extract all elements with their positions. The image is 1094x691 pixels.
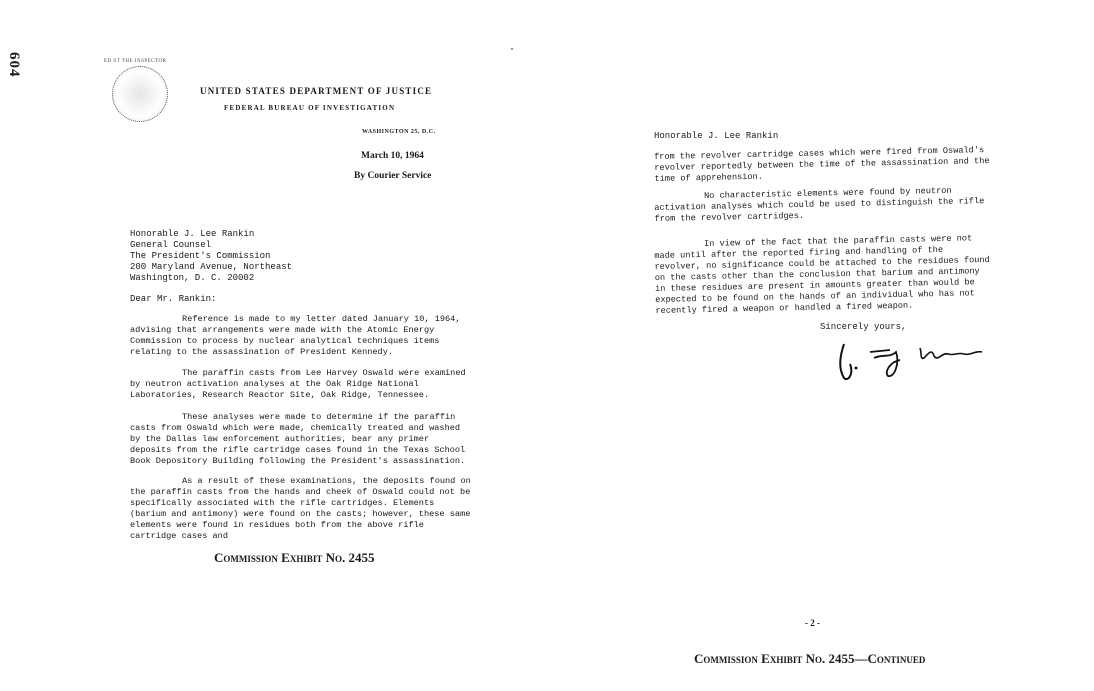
closing: Sincerely yours, xyxy=(820,322,907,332)
recipient-line: Honorable J. Lee Rankin xyxy=(130,229,255,239)
body-paragraph: In view of the fact that the paraffin casts were not made until after the reported firing and handling of the revolver, no significance could be attached to the residues found on the casts other than the conclusion that barium and antimony in these residues are present in amounts greater than would be expected to be found on the hands of an individual who has not recently fired a weapon or handled a fired weapon. xyxy=(654,233,990,316)
recipient-line: Washington, D. C. 20002 xyxy=(130,273,255,283)
recipient-line: General Counsel xyxy=(130,240,212,250)
page2-number: - 2 - xyxy=(805,618,820,628)
seal-caption: ED ST THE INSPECTOR xyxy=(104,59,167,64)
page2-header: Honorable J. Lee Rankin xyxy=(654,131,779,141)
delivery-method: By Courier Service xyxy=(354,171,432,181)
recipient-address xyxy=(130,229,292,284)
scan-speck xyxy=(511,48,513,50)
salutation: Dear Mr. Rankin: xyxy=(130,294,217,304)
recipient-line: The President's Commission xyxy=(130,251,271,261)
doj-seal-icon xyxy=(112,66,168,122)
recipient-line: 200 Maryland Avenue, Northeast xyxy=(130,262,293,272)
body-paragraph: No characteristic elements were found by neutron activation analyses which could be used to distinguish the rifle from the revolver cartridges. xyxy=(654,185,985,224)
letterhead-location: WASHINGTON 25, D.C. xyxy=(362,129,436,135)
letterhead-bureau: FEDERAL BUREAU OF INVESTIGATION xyxy=(224,104,396,112)
exhibit-label: Commission Exhibit No. 2455 xyxy=(214,550,375,565)
signature-icon xyxy=(830,334,990,384)
letterhead-department: UNITED STATES DEPARTMENT OF JUSTICE xyxy=(200,86,433,96)
letter-date: March 10, 1964 xyxy=(361,151,424,161)
body-paragraph: As a result of these examinations, the deposits found on the paraffin casts from the hands and cheek of Oswald could not be specifically associated with the rifle cartridges. Elements (barium and antimony) were found on the casts; however, these same elements were found in residues both from the above rifle cartridge cases and xyxy=(130,476,471,541)
body-paragraph: Reference is made to my letter dated January 10, 1964, advising that arrangements were made with the Atomic Energy Commission to process by nuclear analytical techniques items relating to the assassination of President Kennedy. xyxy=(130,314,461,357)
body-paragraph: These analyses were made to determine if the paraffin casts from Oswald which were made, chemically treated and washed by the Dallas law enforcement authorities, bear any primer deposits from the rifle cartridge cases found in the Texas School Book Depository Building following the President's assassination. xyxy=(130,412,466,466)
body-paragraph: from the revolver cartridge cases which were fired from Oswald's revolver reportedly between the time of the assassination and the time of apprehension. xyxy=(654,145,990,184)
exhibit-label-continued: Commission Exhibit No. 2455—Continued xyxy=(694,651,926,666)
body-paragraph: The paraffin casts from Lee Harvey Oswald were examined by neutron activation analyses at the Oak Ridge National Laboratories, Research Reactor Site, Oak Ridge, Tennessee. xyxy=(130,368,466,400)
page-number: 604 xyxy=(6,52,22,78)
